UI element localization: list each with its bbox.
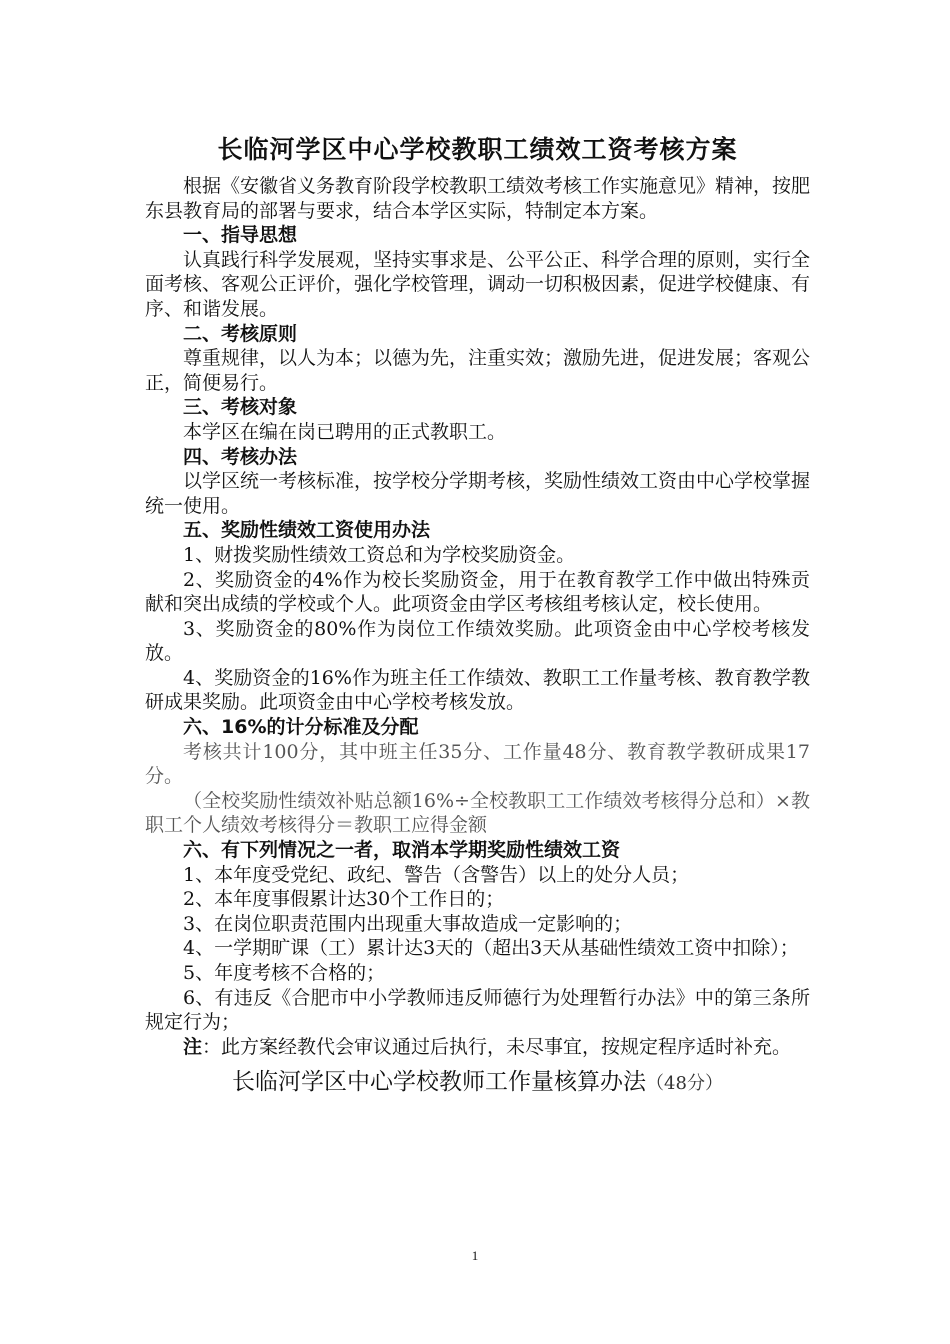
section-heading-6: 六、16%的计分标准及分配: [183, 716, 419, 739]
note-paragraph: [145, 1035, 810, 1060]
note-label: 注: [183, 1035, 203, 1058]
second-title-text: 长临河学区中心学校教师工作量核算办法: [232, 1069, 647, 1096]
section-heading-1: 一、指导思想: [183, 224, 298, 247]
list-item: 3、在岗位职责范围内出现重大事故造成一定影响的；: [183, 912, 633, 935]
list-item: 3、奖励资金的80%作为岗位工作绩效奖励。此项资金由中心学校考核发放。: [145, 617, 810, 665]
section-body-1: 认真践行科学发展观，坚持实事求是、公平公正、科学合理的原则，实行全面考核、客观公正评价，强化学校管理，调动一切积极因素，促进学校健康、有序、和谐发展。: [145, 248, 811, 320]
intro-paragraph: 根据《安徽省义务教育阶段学校教职工绩效考核工作实施意见》精神，按肥东县教育局的部署与要求，结合本学区实际，特制定本方案。: [145, 175, 811, 222]
document-title: 长临河学区中心学校教职工绩效工资考核方案: [217, 135, 738, 164]
list-item: 5、年度考核不合格的；: [183, 962, 386, 984]
second-title: [145, 1065, 810, 1101]
list-item: 考核共计100分，其中班主任35分、工作量48分、教育教学教研成果17分。: [145, 740, 810, 788]
second-title-suffix: （48分）: [646, 1073, 723, 1095]
section-body-2: 尊重规律，以人为本；以德为先，注重实效；激励先进，促进发展；客观公正，简便易行。: [145, 347, 811, 394]
section-heading-5: 五、奖励性绩效工资使用办法: [183, 519, 431, 542]
list-item: 6、有违反《合肥市中小学教师违反师德行为处理暂行办法》中的第三条所规定行为；: [145, 986, 810, 1034]
list-item: 1、财拨奖励性绩效工资总和为学校奖励资金。: [183, 543, 576, 566]
list-item: 4、一学期旷课（工）累计达3天的（超出3天从基础性绩效工资中扣除）；: [183, 937, 799, 960]
document-page: [145, 132, 810, 1101]
page-number: 1: [471, 1248, 479, 1263]
note-body: ：此方案经教代会审议通过后执行，未尽事宜，按规定程序适时补充。: [202, 1035, 792, 1058]
section-heading-7: 六、有下列情况之一者，取消本学期奖励性绩效工资: [183, 839, 621, 862]
list-item: 1、本年度受党纪、政纪、警告（含警告）以上的处分人员；: [183, 863, 690, 886]
list-item: 2、本年度事假累计达30个工作日的；: [183, 888, 505, 911]
section-heading-2: 二、考核原则: [183, 322, 298, 345]
section-body-4: 以学区统一考核标准，按学校分学期考核，奖励性绩效工资由中心学校掌握统一使用。: [145, 470, 811, 517]
list-item: 4、奖励资金的16%作为班主任工作绩效、教职工工作量考核、教育教学教研成果奖励。此项资金由中心学校考核发放。: [145, 666, 810, 714]
section-heading-4: 四、考核办法: [183, 445, 298, 468]
section-heading-3: 三、考核对象: [183, 396, 298, 419]
section-body-3: 本学区在编在岗已聘用的正式教职工。: [183, 420, 507, 443]
list-item: 2、奖励资金的4%作为校长奖励资金，用于在教育教学工作中做出特殊贡献和突出成绩的学校或个人。此项资金由学区考核组考核认定，校长使用。: [145, 568, 810, 616]
list-item: （全校奖励性绩效补贴总额16%÷全校教职工工作绩效考核得分总和）×教职工个人绩效考核得分＝教职工应得金额: [145, 789, 810, 837]
